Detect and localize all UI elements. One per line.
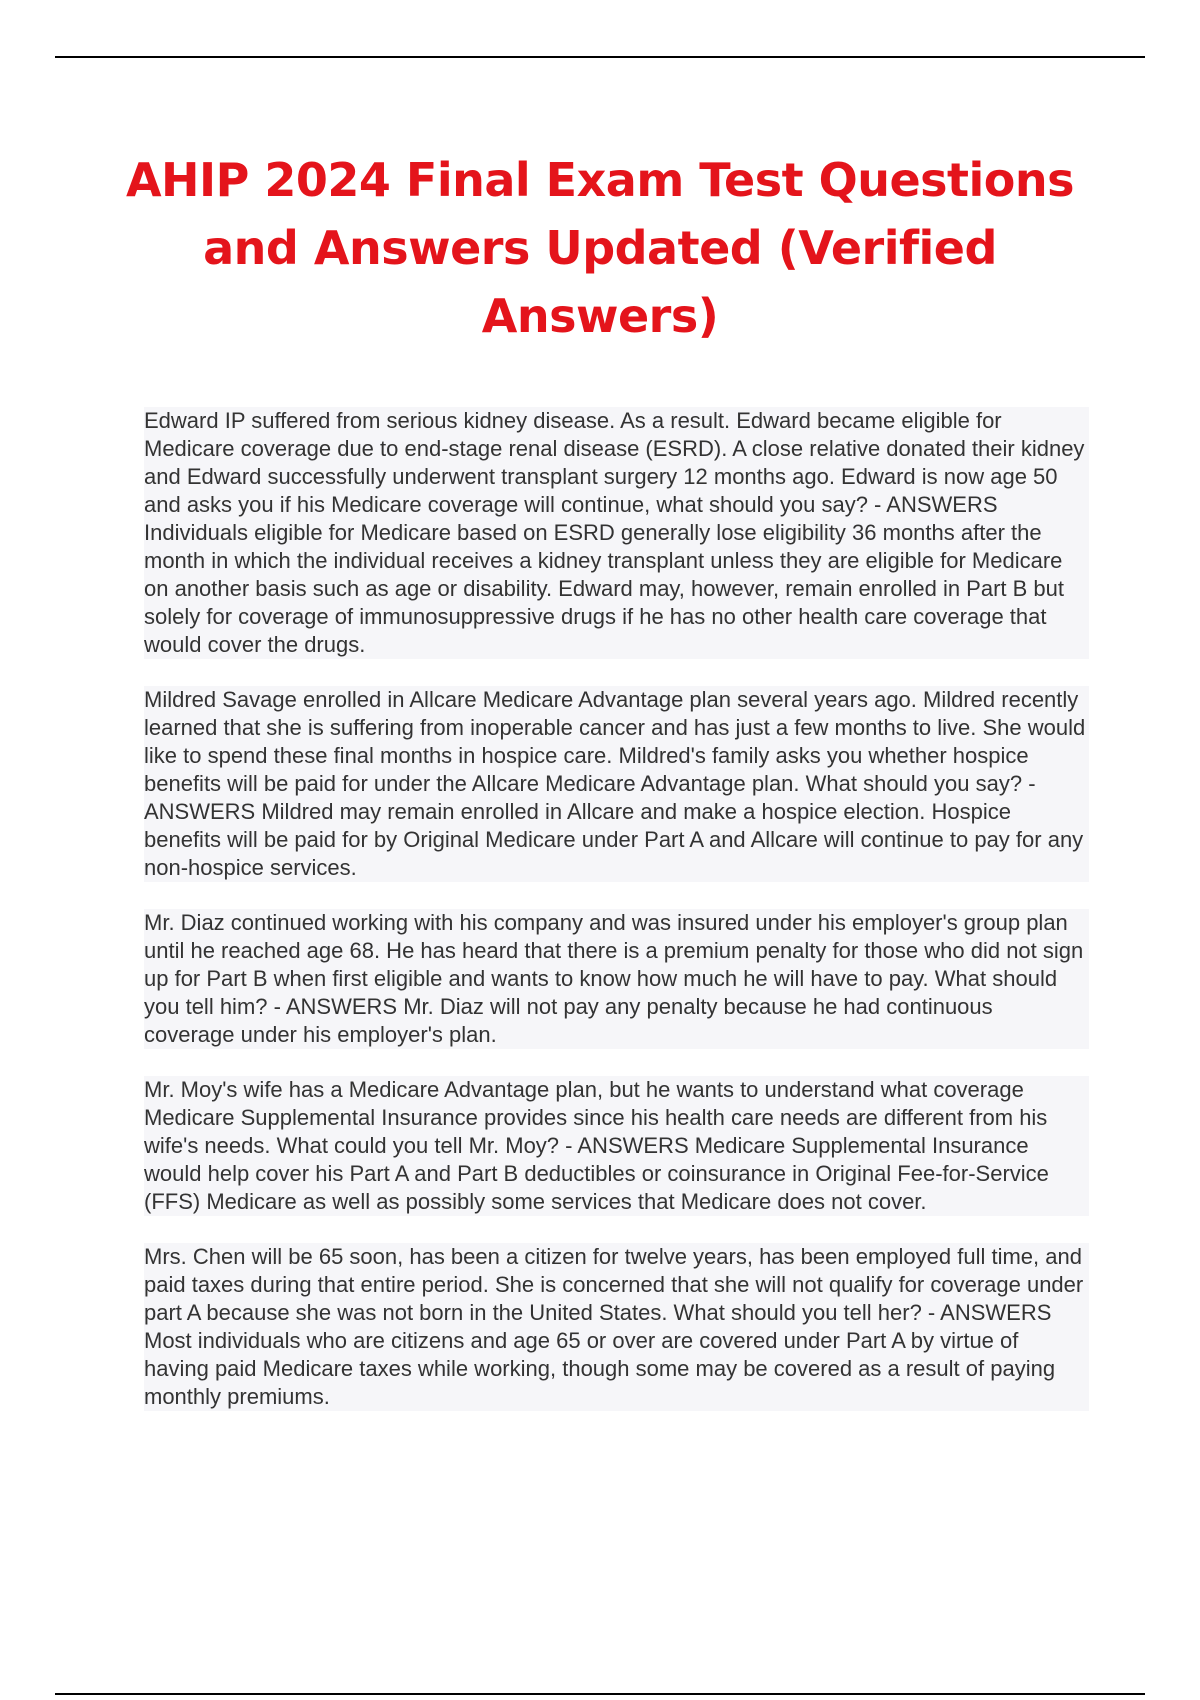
page-title: AHIP 2024 Final Exam Test Questions and Answers Updated (Verified Answers) <box>125 153 1075 343</box>
qa-list <box>144 407 1089 1438</box>
bottom-divider <box>55 1693 1145 1695</box>
top-divider <box>55 56 1145 58</box>
qa-entry-esrd: Edward IP suffered from serious kidney disease. As a result. Edward became eligible for Medicare coverage due to end-stage renal disease (ESRD). A close relative donated their kidney and Edward successfully underwent transplant surgery 12 months ago. Edward is now age 50 and asks you if his Medicare coverage will continue, what should you say? - ANSWERS Individuals eligible for Medicare based on ESRD generally lose eligibility 36 months after the month in which the individual receives a kidney transplant unless they are eligible for Medicare on another basis such as age or disability. Edward may, however, remain enrolled in Part B but solely for coverage of immunosuppressive drugs if he has no other health care coverage that would cover the drugs. <box>144 407 1089 659</box>
qa-entry-part-a-eligibility: Mrs. Chen will be 65 soon, has been a citizen for twelve years, has been employed full time, and paid taxes during that entire period. She is concerned that she will not qualify for coverage under part A because she was not born in the United States. What should you tell her? - ANSWERS Most individuals who are citizens and age 65 or over are covered under Part A by virtue of having paid Medicare taxes while working, though some may be covered as a result of paying monthly premiums. <box>144 1243 1089 1411</box>
qa-entry-hospice: Mildred Savage enrolled in Allcare Medicare Advantage plan several years ago. Mildred recently learned that she is suffering from inoperable cancer and has just a few months to live. She would like to spend these final months in hospice care. Mildred's family asks you whether hospice benefits will be paid for under the Allcare Medicare Advantage plan. What should you say? - ANSWERS Mildred may remain enrolled in Allcare and make a hospice election. Hospice benefits will be paid for by Original Medicare under Part A and Allcare will continue to pay for any non-hospice services. <box>144 686 1089 882</box>
qa-entry-medigap: Mr. Moy's wife has a Medicare Advantage plan, but he wants to understand what coverage Medicare Supplemental Insurance provides since his health care needs are different from his wife's needs. What could you tell Mr. Moy? - ANSWERS Medicare Supplemental Insurance would help cover his Part A and Part B deductibles or coinsurance in Original Fee-for-Service (FFS) Medicare as well as possibly some services that Medicare does not cover. <box>144 1076 1089 1216</box>
qa-entry-part-b-penalty: Mr. Diaz continued working with his company and was insured under his employer's group plan until he reached age 68. He has heard that there is a premium penalty for those who did not sign up for Part B when first eligible and wants to know how much he will have to pay. What should you tell him? - ANSWERS Mr. Diaz will not pay any penalty because he had continuous coverage under his employer's plan. <box>144 909 1089 1049</box>
